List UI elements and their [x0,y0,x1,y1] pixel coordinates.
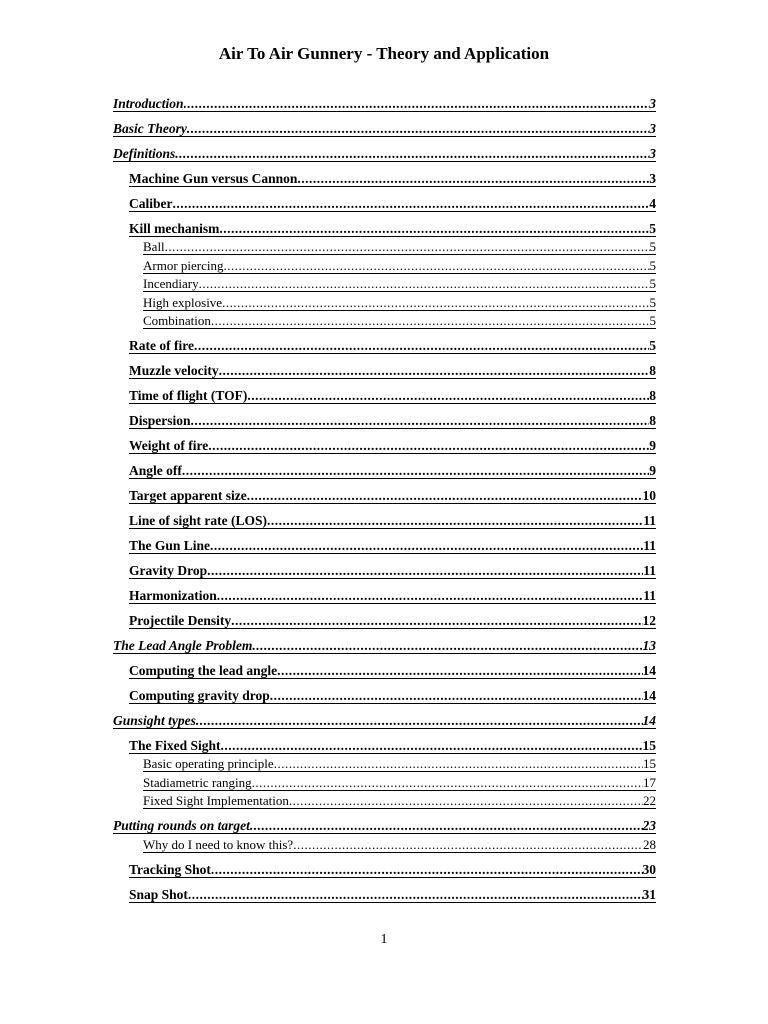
toc-entry[interactable] [129,221,656,237]
toc-entry-label[interactable]: Incendiary [143,276,199,292]
toc-entry[interactable] [129,862,656,878]
toc-entry-page-number[interactable]: 14 [642,687,656,703]
toc-dot-leader [175,146,649,161]
toc-entry[interactable] [129,563,656,579]
toc-entry-page-number[interactable]: 15 [643,756,656,772]
toc-entry-page-number[interactable]: 3 [649,121,656,136]
toc-entry[interactable] [143,756,656,772]
toc-dot-leader [224,258,650,273]
toc-dot-leader [194,338,649,353]
table-of-contents [113,96,656,903]
toc-dot-leader [252,638,642,653]
toc-dot-leader [217,588,643,603]
toc-entry-page-number[interactable]: 22 [643,793,656,809]
toc-entry[interactable] [129,338,656,354]
toc-entry-page-number[interactable]: 8 [649,412,656,428]
toc-entry-page-number[interactable]: 11 [643,512,656,528]
toc-entry-label[interactable]: Kill mechanism [129,221,220,236]
toc-entry-label[interactable]: Dispersion [129,412,191,428]
toc-dot-leader [165,239,650,254]
toc-entry[interactable] [129,663,656,679]
toc-entry-page-number[interactable]: 5 [649,257,656,273]
toc-entry-label[interactable]: The Lead Angle Problem [113,637,253,653]
toc-dot-leader [199,276,650,291]
toc-dot-leader [208,438,649,453]
toc-entry[interactable] [129,613,656,629]
toc-entry-page-number[interactable]: 3 [649,171,656,186]
toc-entry-label[interactable]: Line of sight rate (LOS) [129,512,267,528]
toc-entry-label[interactable]: Weight of fire [129,437,209,453]
toc-entry[interactable] [129,513,656,529]
toc-entry-label[interactable]: Basic operating principle [143,756,274,772]
toc-entry-label[interactable]: Gunsight types [113,712,196,728]
toc-entry-page-number[interactable]: 5 [649,337,656,353]
toc-entry-page-number[interactable]: 12 [642,612,656,628]
toc-entry[interactable] [143,837,656,853]
toc-entry-page-number[interactable]: 8 [649,387,656,403]
toc-entry-page-number[interactable]: 3 [649,96,656,111]
toc-entry-label[interactable]: Rate of fire [129,337,194,353]
toc-entry[interactable] [113,818,656,834]
toc-entry-page-number[interactable]: 5 [649,221,656,236]
toc-entry-page-number[interactable]: 11 [643,537,656,553]
toc-dot-leader [250,818,643,833]
toc-entry[interactable] [129,171,656,187]
toc-entry-label[interactable]: Time of flight (TOF) [129,387,248,403]
toc-dot-leader [219,363,650,378]
toc-entry-page-number[interactable]: 17 [643,774,656,790]
toc-dot-leader [196,713,643,728]
toc-entry[interactable] [129,463,656,479]
toc-entry[interactable] [129,363,656,379]
toc-entry-page-number[interactable]: 23 [642,818,656,834]
toc-entry[interactable] [143,258,656,274]
toc-entry-label[interactable]: Projectile Density [129,612,232,628]
toc-entry-page-number[interactable]: 9 [649,462,656,478]
toc-dot-leader [267,513,643,528]
toc-entry-page-number[interactable]: 10 [642,487,656,503]
toc-entry-page-number[interactable]: 30 [642,861,656,877]
toc-entry[interactable] [129,413,656,429]
toc-entry-label[interactable]: Snap Shot [129,886,188,902]
toc-entry-label[interactable]: Tracking Shot [129,861,211,877]
toc-entry[interactable] [129,588,656,604]
toc-dot-leader [274,756,643,771]
toc-entry-label[interactable]: Angle off [129,462,182,478]
toc-entry-page-number[interactable]: 8 [649,362,656,378]
toc-entry[interactable] [143,775,656,791]
toc-entry-label[interactable]: The Gun Line [129,537,211,553]
toc-dot-leader [191,413,650,428]
toc-dot-leader [187,121,649,136]
toc-entry[interactable] [113,146,656,162]
toc-dot-leader [219,221,649,236]
toc-dot-leader [247,488,643,503]
toc-entry-label[interactable]: Fixed Sight Implementation [143,793,289,809]
toc-entry-page-number[interactable]: 5 [649,312,656,328]
toc-entry-label[interactable]: High explosive [143,294,223,310]
toc-entry-label[interactable]: Muzzle velocity [129,362,219,378]
toc-dot-leader [211,313,650,328]
toc-dot-leader [289,793,643,808]
toc-entry-page-number[interactable]: 14 [642,662,656,678]
toc-entry[interactable] [143,239,656,255]
toc-entry-page-number[interactable]: 31 [642,886,656,902]
toc-entry-page-number[interactable]: 5 [649,239,656,255]
toc-entry[interactable] [113,121,656,137]
toc-entry-page-number[interactable]: 15 [642,737,656,753]
document-title: Air To Air Gunnery - Theory and Application [218,44,550,63]
toc-dot-leader [222,295,649,310]
toc-entry[interactable] [129,887,656,903]
page-number: 1 [380,932,388,947]
toc-entry-label[interactable]: Armor piercing [143,257,224,273]
toc-entry[interactable] [129,488,656,504]
toc-entry-page-number[interactable]: 11 [643,587,656,603]
toc-dot-leader [173,196,650,211]
toc-entry-page-number[interactable]: 13 [642,637,656,653]
toc-dot-leader [221,738,643,753]
toc-entry-page-number[interactable]: 3 [649,146,656,161]
toc-entry[interactable] [143,793,656,809]
toc-entry-label[interactable]: Why do I need to know this? [143,836,294,852]
toc-entry-label[interactable]: Combination [143,312,211,328]
toc-entry[interactable] [143,276,656,292]
toc-entry[interactable] [129,738,656,754]
toc-entry-label[interactable]: Computing gravity drop [129,687,270,703]
toc-entry[interactable] [113,713,656,729]
toc-entry[interactable] [129,388,656,404]
toc-entry-label[interactable]: Gravity Drop [129,562,208,578]
toc-dot-leader [293,837,643,852]
toc-dot-leader [188,887,643,902]
toc-entry[interactable] [143,313,656,329]
toc-entry[interactable] [129,196,656,212]
toc-dot-leader [247,388,649,403]
toc-dot-leader [207,563,643,578]
toc-dot-leader [252,775,643,790]
toc-entry[interactable] [113,638,656,654]
toc-entry-label[interactable]: Target apparent size [129,487,247,503]
toc-entry[interactable] [129,688,656,704]
toc-dot-leader [182,463,649,478]
toc-entry-page-number[interactable]: 5 [649,294,656,310]
toc-dot-leader [277,663,642,678]
toc-entry-label[interactable]: Ball [143,239,165,255]
toc-dot-leader [231,613,642,628]
toc-entry-page-number[interactable]: 11 [643,562,656,578]
toc-entry-label[interactable]: Introduction [113,96,184,111]
toc-entry[interactable] [129,438,656,454]
toc-entry-label[interactable]: Machine Gun versus Cannon [129,171,298,186]
toc-entry-label[interactable]: Computing the lead angle [129,662,278,678]
toc-dot-leader [210,538,643,553]
toc-entry-label[interactable]: Harmonization [129,587,217,603]
toc-entry-label[interactable]: The Fixed Sight [129,737,221,753]
toc-entry-page-number[interactable]: 9 [649,437,656,453]
toc-entry-page-number[interactable]: 5 [649,276,656,292]
toc-entry-label[interactable]: Putting rounds on target [113,818,250,834]
toc-entry-label[interactable]: Caliber [129,196,173,211]
toc-dot-leader [211,862,643,877]
toc-entry[interactable] [113,96,656,112]
toc-entry-page-number[interactable]: 28 [643,836,656,852]
toc-entry-page-number[interactable]: 4 [649,196,656,211]
toc-dot-leader [184,96,650,111]
toc-entry-label[interactable]: Stadiametric ranging [143,774,252,790]
toc-entry-page-number[interactable]: 14 [642,712,656,728]
toc-dot-leader [297,171,649,186]
toc-entry[interactable] [129,538,656,554]
toc-entry-label[interactable]: Basic Theory [113,121,187,136]
toc-entry-label[interactable]: Definitions [113,146,176,161]
toc-dot-leader [270,688,643,703]
toc-entry[interactable] [143,295,656,311]
